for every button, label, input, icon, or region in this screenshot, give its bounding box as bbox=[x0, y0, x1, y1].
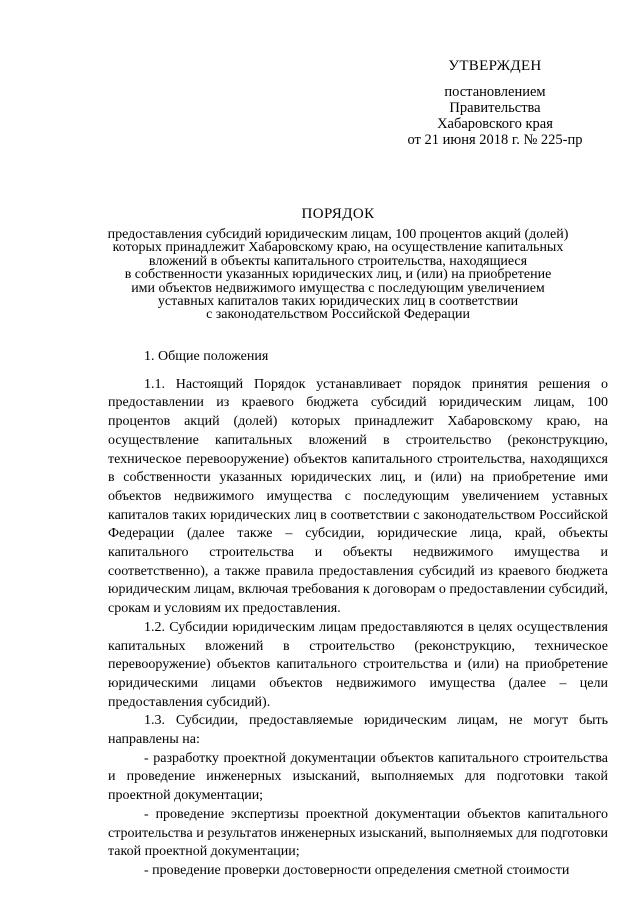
approval-heading: УТВЕРЖДЕН bbox=[448, 58, 542, 74]
subtitle-line: ими объектов недвижимого имущества с последующим увеличением bbox=[131, 280, 545, 296]
document-body bbox=[108, 348, 608, 881]
paragraph: 1.3. Субсидии, предоставляемые юридическим лицам, не могут быть направлены на: bbox=[108, 713, 608, 748]
list-item: - проведение экспертизы проектной документации объектов капитального строительства и результатов инженерных изысканий, выполняемых для подготовки такой проектной документации; bbox=[108, 806, 608, 860]
subtitle-line: уставных капиталов таких юридических лиц в соответствии bbox=[157, 294, 519, 310]
subtitle-line: с законодательством Российской Федерации bbox=[206, 307, 470, 323]
approval-line: Хабаровского края bbox=[437, 116, 553, 132]
subtitle-line: предоставления субсидий юридическим лицам, 100 процентов акций (долей) bbox=[107, 227, 569, 242]
approval-line: постановлением bbox=[444, 84, 546, 100]
approval-date-number: от 21 июня 2018 г. № 225-пр bbox=[407, 132, 583, 148]
list-item: - разработку проектной документации объектов капитального строительства и проведение инженерных изысканий, выполняемых для подготовки такой проектной документации; bbox=[108, 750, 608, 804]
paragraph: 1.2. Субсидии юридическим лицам предоставляются в целях осуществления капитальных вложений в строительство (реконструкцию, техническое перевооружение) объектов капитального строительства и (или) на приобретение юридическими лицами объектов недвижимого имущества (далее – цели предоставления субсидий). bbox=[108, 619, 608, 710]
approval-stamp-block bbox=[380, 58, 610, 148]
subtitle-line: которых принадлежит Хабаровскому краю, на осуществление капитальных bbox=[112, 240, 564, 256]
list-item: - проведение проверки достоверности определения сметной стоимости bbox=[144, 862, 570, 878]
paragraph: 1.1. Настоящий Порядок устанавливает порядок принятия решения о предоставлении из краевого бюджета субсидий юридическим лицам, 100 процентов акций (долей) которых принадлежит Хабаровскому краю, на осуществление капитальных вложений в строительство (реконструкцию, техническое перевооружение) объектов капитального строительства, находящихся в собственности указанных юридических лиц, и (или) на приобретение ими объектов недвижимого имущества с последующим увеличением уставных капиталов таких юридических лиц в соответствии с законодательством Российской Федерации (далее также – субсидии, юридические лица, край, объекты капитального строительства и объекты недвижимого имущества и соответственно), а также правила предоставления субсидий из краевого бюджета юридическим лицам, включая требования к договорам о предоставлении субсидий, срокам и условиям их предоставления. bbox=[108, 376, 608, 617]
subtitle-line: вложений в объекты капитального строительства, находящиеся bbox=[148, 253, 528, 269]
document-title: ПОРЯДОК bbox=[301, 206, 375, 222]
subtitle-line: в собственности указанных юридических лиц, и (или) на приобретение bbox=[124, 267, 552, 283]
document-title-block bbox=[70, 206, 606, 322]
section-heading: 1. Общие положения bbox=[144, 349, 269, 364]
approval-line: Правительства bbox=[449, 100, 541, 116]
document-subtitle bbox=[70, 228, 606, 322]
